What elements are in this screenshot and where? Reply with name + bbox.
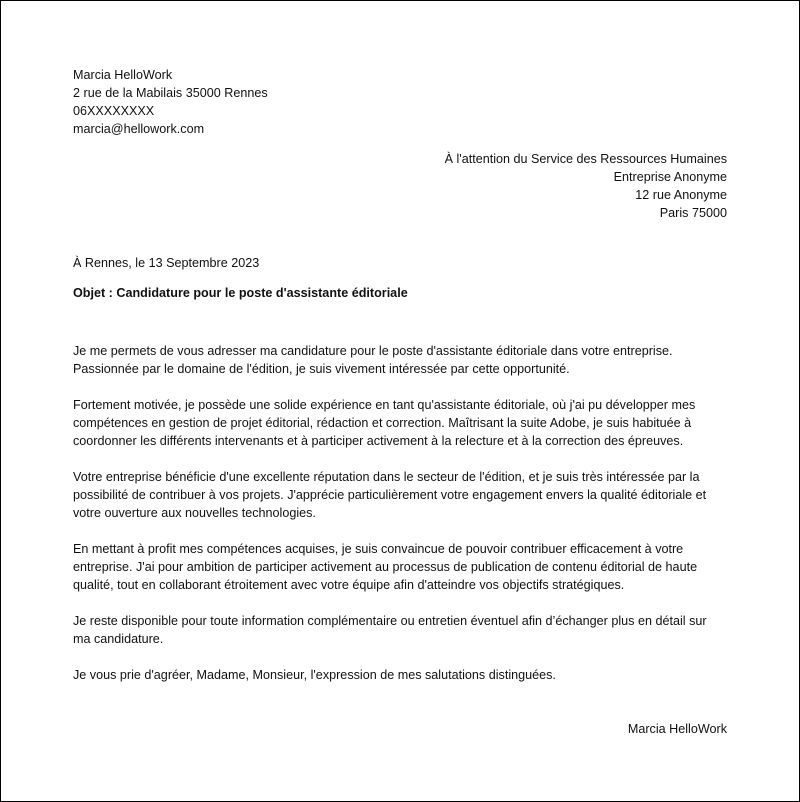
subject-line: Objet : Candidature pour le poste d'assistante éditoriale bbox=[73, 286, 408, 300]
signature: Marcia HelloWork bbox=[627, 722, 727, 736]
paragraph-line: Fortement motivée, je possède une solide expérience en tant qu'assistante éditoriale, où j'ai pu développer mes bbox=[73, 398, 696, 412]
paragraph bbox=[73, 342, 733, 378]
paragraph-line: Je vous prie d'agréer, Madame, Monsieur, l'expression de mes salutations distinguées. bbox=[73, 668, 556, 682]
paragraph-line: Je me permets de vous adresser ma candidature pour le poste d'assistante éditoriale dans votre entreprise. bbox=[73, 344, 673, 358]
paragraph-line: ma candidature. bbox=[73, 632, 164, 646]
paragraph-line: votre ouverture aux nouvelles technologies. bbox=[73, 506, 316, 520]
sender-name: Marcia HelloWork bbox=[73, 68, 173, 82]
recipient-attention: À l'attention du Service des Ressources Humaines bbox=[444, 152, 727, 166]
recipient-city: Paris 75000 bbox=[659, 206, 727, 220]
recipient-block bbox=[445, 150, 727, 222]
paragraph-line: compétences en gestion de projet éditorial, rédaction et correction. Maîtrisant la suite Adobe, je suis habituée à bbox=[73, 416, 692, 430]
paragraph-line: En mettant à profit mes compétences acquises, je suis convaincue de pouvoir contribuer efficacement à votre bbox=[73, 542, 684, 556]
paragraph bbox=[73, 396, 733, 450]
sender-block bbox=[73, 66, 268, 138]
sender-phone: 06XXXXXXXX bbox=[73, 104, 155, 118]
letter-body bbox=[73, 342, 733, 702]
recipient-company: Entreprise Anonyme bbox=[613, 170, 727, 184]
paragraph bbox=[73, 612, 733, 648]
paragraph-line: entreprise. J'ai pour ambition de participer activement au processus de publication de contenu éditorial de haute bbox=[73, 560, 698, 574]
date-line: À Rennes, le 13 Septembre 2023 bbox=[73, 256, 260, 270]
paragraph bbox=[73, 540, 733, 594]
paragraph-line: Votre entreprise bénéficie d'une excellente réputation dans le secteur de l'édition, et je suis très intéressée par la bbox=[73, 470, 700, 484]
paragraph-line: coordonner les différents intervenants et à participer activement à la relecture et à la correction des épreuves. bbox=[73, 434, 684, 448]
sender-address: 2 rue de la Mabilais 35000 Rennes bbox=[73, 86, 268, 100]
recipient-street: 12 rue Anonyme bbox=[635, 188, 727, 202]
paragraph-line: qualité, tout en collaborant étroitement avec votre équipe afin d'atteindre vos objectifs stratégiques. bbox=[73, 578, 625, 592]
paragraph bbox=[73, 666, 733, 684]
paragraph-line: Je reste disponible pour toute information complémentaire ou entretien éventuel afin d’échanger plus en détail sur bbox=[73, 614, 707, 628]
paragraph-line: Passionnée par le domaine de l'édition, je suis vivement intéressée par cette opportunité. bbox=[73, 362, 570, 376]
sender-email: marcia@hellowork.com bbox=[73, 122, 205, 136]
paragraph-line: possibilité de contribuer à vos projets. J'apprécie particulièrement votre engagement envers la qualité éditoriale et bbox=[73, 488, 707, 502]
paragraph bbox=[73, 468, 733, 522]
